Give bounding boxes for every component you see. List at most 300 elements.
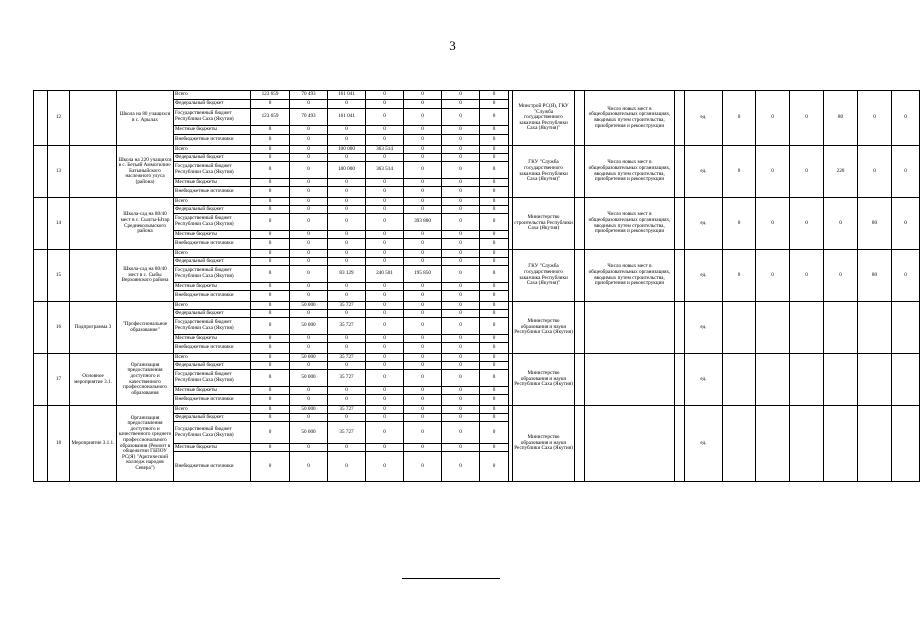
funding-source: Государственный бюджет Республики Саха (Якутия): [174, 266, 251, 283]
funding-amount: 0: [480, 198, 509, 206]
funding-amount: 0: [328, 187, 366, 198]
target-value: 0: [892, 91, 920, 146]
funding-amount: 0: [442, 406, 480, 414]
target-value: [892, 406, 920, 482]
funding-amount: 0: [366, 126, 404, 135]
target-value: [858, 406, 892, 482]
funding-amount: 50 000: [290, 370, 328, 387]
funding-amount: 161 041: [328, 109, 366, 126]
funding-amount: 0: [442, 387, 480, 395]
funding-amount: 0: [404, 310, 442, 318]
funding-amount: 0: [480, 187, 509, 198]
funding-amount: 0: [290, 258, 328, 266]
funding-amount: 50 000: [290, 302, 328, 310]
funding-amount: 0: [251, 395, 290, 406]
funding-source: Всего: [174, 302, 251, 310]
funding-amount: 0: [442, 187, 480, 198]
target-value: [790, 406, 824, 482]
funding-amount: 0: [251, 452, 290, 482]
table-row: [34, 198, 920, 206]
executor: ГКУ "Служба государственного заказчика Республики Саха (Якутия)": [513, 250, 575, 302]
funding-amount: 0: [251, 231, 290, 239]
funding-amount: 0: [328, 444, 366, 452]
funding-source: Местные бюджеты: [174, 179, 251, 187]
funding-amount: 0: [404, 198, 442, 206]
row-number: 18: [48, 406, 70, 482]
funding-source: Государственный бюджет Республики Саха (Якутия): [174, 109, 251, 126]
funding-amount: 0: [480, 283, 509, 291]
funding-amount: 0: [442, 258, 480, 266]
target-value: 0: [790, 198, 824, 250]
funding-amount: 0: [404, 406, 442, 414]
funding-source: Местные бюджеты: [174, 444, 251, 452]
funding-amount: 0: [328, 387, 366, 395]
funding-amount: 0: [442, 310, 480, 318]
funding-amount: 0: [366, 362, 404, 370]
funding-amount: 0: [366, 198, 404, 206]
funding-amount: 0: [251, 266, 290, 283]
funding-amount: 0: [442, 452, 480, 482]
funding-amount: 363 514: [366, 162, 404, 179]
executor: Министерство строительства Республики Саха (Якутия): [513, 198, 575, 250]
program-level: [70, 146, 117, 198]
funding-source: Местные бюджеты: [174, 126, 251, 135]
funding-amount: 0: [251, 302, 290, 310]
funding-amount: 0: [251, 387, 290, 395]
funding-amount: 0: [290, 266, 328, 283]
footnote-separator-line: [402, 578, 500, 579]
funding-amount: 0: [404, 370, 442, 387]
funding-source: Государственный бюджет Республики Саха (Якутия): [174, 370, 251, 387]
funding-amount: 0: [480, 335, 509, 343]
funding-amount: 0: [366, 335, 404, 343]
funding-amount: 0: [442, 335, 480, 343]
funding-amount: 0: [251, 187, 290, 198]
funding-amount: 0: [366, 310, 404, 318]
funding-source: Государственный бюджет Республики Саха (Якутия): [174, 422, 251, 444]
funding-amount: 0: [442, 354, 480, 362]
funding-amount: 0: [328, 250, 366, 258]
funding-amount: 0: [404, 291, 442, 302]
funding-amount: 393 800: [404, 214, 442, 231]
funding-amount: 35 727: [328, 354, 366, 362]
unit: ед.: [685, 354, 723, 406]
row-margin-cell: [34, 302, 48, 354]
funding-amount: 0: [251, 406, 290, 414]
funding-amount: 50 000: [290, 406, 328, 414]
row-number: 12: [48, 91, 70, 146]
funding-amount: 0: [251, 318, 290, 335]
funding-amount: 0: [251, 354, 290, 362]
unit: ед.: [685, 198, 723, 250]
funding-amount: 0: [328, 126, 366, 135]
funding-source: Внебюджетные источники: [174, 239, 251, 250]
funding-amount: 0: [251, 444, 290, 452]
funding-amount: 123 659: [251, 91, 290, 100]
spacer-cell: [575, 406, 585, 482]
unit: ед.: [685, 250, 723, 302]
funding-amount: 0: [480, 310, 509, 318]
row-margin-cell: [34, 91, 48, 146]
funding-amount: 0: [480, 302, 509, 310]
target-value: [824, 406, 858, 482]
funding-source: Федеральный бюджет: [174, 258, 251, 266]
funding-source: Федеральный бюджет: [174, 310, 251, 318]
funding-amount: 0: [480, 406, 509, 414]
funding-amount: 0: [290, 250, 328, 258]
funding-amount: 0: [328, 414, 366, 422]
funding-amount: 0: [290, 239, 328, 250]
funding-amount: 100 000: [328, 162, 366, 179]
funding-amount: 0: [480, 239, 509, 250]
funding-amount: 0: [328, 395, 366, 406]
spacer-cell: [675, 146, 685, 198]
target-value: 0: [824, 250, 858, 302]
spacer-cell: [575, 146, 585, 198]
target-value: 80: [824, 91, 858, 146]
funding-source: Внебюджетные источники: [174, 395, 251, 406]
funding-amount: 0: [366, 206, 404, 214]
spacer-cell: [675, 406, 685, 482]
executor: Министерство образования и науки Республики Саха (Якутия): [513, 406, 575, 482]
funding-amount: 0: [404, 206, 442, 214]
funding-amount: 0: [480, 250, 509, 258]
spacer-cell: [575, 91, 585, 146]
funding-amount: 0: [404, 302, 442, 310]
target-value: 0: [892, 146, 920, 198]
unit: ед.: [685, 146, 723, 198]
funding-amount: 0: [442, 362, 480, 370]
funding-amount: 0: [366, 258, 404, 266]
funding-amount: 0: [404, 414, 442, 422]
funding-amount: 0: [480, 318, 509, 335]
funding-amount: 0: [442, 109, 480, 126]
funding-amount: 0: [251, 250, 290, 258]
indicator: Число новых мест в общеобразовательных организациях, вводимых путем строительства, приобретения и реконструкции: [585, 198, 675, 250]
spacer-cell: [575, 302, 585, 354]
funding-amount: 240 501: [366, 266, 404, 283]
funding-amount: 0: [251, 422, 290, 444]
funding-amount: 0: [251, 126, 290, 135]
funding-amount: 50 000: [290, 354, 328, 362]
row-number: 13: [48, 146, 70, 198]
indicator: Число новых мест в общеобразовательных организациях, вводимых путем строительства, приобретения и реконструкции: [585, 91, 675, 146]
funding-amount: 0: [328, 452, 366, 482]
funding-amount: 0: [480, 206, 509, 214]
funding-amount: 0: [404, 387, 442, 395]
funding-source: Федеральный бюджет: [174, 154, 251, 162]
funding-amount: 0: [404, 318, 442, 335]
funding-amount: 0: [442, 318, 480, 335]
row-margin-cell: [34, 198, 48, 250]
program-table: [33, 90, 920, 482]
funding-source: Внебюджетные источники: [174, 343, 251, 354]
target-value: [723, 406, 756, 482]
program-level: Основное мероприятие 3.1.: [70, 354, 117, 406]
funding-source: Внебюджетные источники: [174, 291, 251, 302]
funding-amount: 0: [480, 291, 509, 302]
funding-amount: 0: [366, 370, 404, 387]
target-value: [858, 354, 892, 406]
row-margin-cell: [34, 406, 48, 482]
funding-amount: 0: [442, 146, 480, 154]
funding-amount: 0: [328, 135, 366, 146]
funding-amount: 0: [290, 310, 328, 318]
spacer-cell: [675, 302, 685, 354]
funding-amount: 0: [404, 109, 442, 126]
funding-amount: 0: [480, 154, 509, 162]
funding-amount: 0: [366, 291, 404, 302]
funding-amount: 0: [328, 335, 366, 343]
unit: ед.: [685, 302, 723, 354]
funding-amount: 0: [366, 387, 404, 395]
funding-amount: 0: [290, 231, 328, 239]
spacer-cell: [675, 198, 685, 250]
target-value: [790, 302, 824, 354]
funding-amount: 0: [366, 154, 404, 162]
funding-amount: 35 727: [328, 318, 366, 335]
unit: ед.: [685, 91, 723, 146]
executor: ГКУ "Служба государственного заказчика Республики Саха (Якутия)": [513, 146, 575, 198]
row-number: 16: [48, 302, 70, 354]
funding-amount: 0: [442, 422, 480, 444]
executor: Министерство образования и науки Республики Саха (Якутия): [513, 354, 575, 406]
funding-amount: 0: [251, 335, 290, 343]
funding-amount: 0: [251, 198, 290, 206]
indicator: [585, 354, 675, 406]
funding-amount: 0: [442, 154, 480, 162]
funding-amount: 0: [404, 231, 442, 239]
funding-amount: 0: [442, 179, 480, 187]
funding-amount: 0: [442, 343, 480, 354]
funding-amount: 0: [480, 452, 509, 482]
target-value: 0: [723, 146, 756, 198]
funding-amount: 0: [251, 362, 290, 370]
funding-amount: 0: [290, 162, 328, 179]
funding-source: Всего: [174, 250, 251, 258]
target-value: 0: [790, 91, 824, 146]
funding-amount: 0: [480, 387, 509, 395]
table-row: [34, 250, 920, 258]
funding-source: Всего: [174, 406, 251, 414]
funding-amount: 0: [251, 214, 290, 231]
funding-amount: 0: [442, 162, 480, 179]
funding-amount: 0: [404, 126, 442, 135]
funding-amount: 0: [480, 370, 509, 387]
funding-amount: 0: [290, 343, 328, 354]
funding-amount: 50 000: [290, 318, 328, 335]
funding-amount: 0: [480, 109, 509, 126]
target-value: [756, 354, 790, 406]
spacer-cell: [675, 354, 685, 406]
funding-amount: 0: [290, 100, 328, 109]
funding-amount: 0: [480, 91, 509, 100]
target-value: [723, 302, 756, 354]
funding-amount: 0: [290, 291, 328, 302]
target-value: [824, 354, 858, 406]
funding-amount: 0: [290, 198, 328, 206]
funding-amount: 0: [404, 444, 442, 452]
measure-name: Школа на 220 учащихся в с. Бетьяй Аммогилин-Батыныйского наслежного улуса (района): [117, 146, 174, 198]
funding-amount: 123 659: [251, 109, 290, 126]
target-value: 0: [858, 91, 892, 146]
funding-amount: 0: [366, 395, 404, 406]
target-value: 80: [858, 198, 892, 250]
table-row: [34, 91, 920, 100]
funding-amount: 0: [251, 258, 290, 266]
funding-amount: 35 727: [328, 422, 366, 444]
target-value: 0: [824, 198, 858, 250]
table-row: [34, 354, 920, 362]
funding-amount: 0: [366, 414, 404, 422]
funding-amount: 0: [404, 100, 442, 109]
funding-amount: 0: [328, 310, 366, 318]
funding-amount: 0: [290, 214, 328, 231]
funding-amount: 0: [251, 146, 290, 154]
funding-source: Внебюджетные источники: [174, 452, 251, 482]
spacer-cell: [575, 198, 585, 250]
target-value: 0: [723, 250, 756, 302]
target-value: 0: [756, 250, 790, 302]
target-value: 0: [892, 250, 920, 302]
funding-amount: 0: [290, 187, 328, 198]
indicator: Число новых мест в общеобразовательных организациях, вводимых путем строительства, приобретения и реконструкции: [585, 146, 675, 198]
funding-amount: 0: [442, 250, 480, 258]
funding-amount: 0: [480, 422, 509, 444]
funding-source: Местные бюджеты: [174, 387, 251, 395]
funding-amount: 0: [404, 187, 442, 198]
funding-amount: 0: [366, 343, 404, 354]
funding-amount: 0: [404, 354, 442, 362]
funding-amount: 0: [366, 100, 404, 109]
funding-amount: 0: [442, 214, 480, 231]
funding-amount: 0: [442, 126, 480, 135]
funding-amount: 0: [404, 162, 442, 179]
funding-source: Местные бюджеты: [174, 283, 251, 291]
target-value: 0: [723, 91, 756, 146]
spacer-cell: [675, 250, 685, 302]
funding-amount: 0: [328, 283, 366, 291]
funding-amount: 0: [328, 239, 366, 250]
target-value: 0: [723, 198, 756, 250]
program-level: [70, 198, 117, 250]
funding-amount: 0: [366, 187, 404, 198]
funding-amount: 0: [480, 414, 509, 422]
funding-source: Всего: [174, 91, 251, 100]
target-value: [756, 406, 790, 482]
funding-amount: 0: [366, 354, 404, 362]
target-value: [723, 354, 756, 406]
funding-amount: 0: [442, 198, 480, 206]
program-level: Подпрограмма 3: [70, 302, 117, 354]
target-value: [790, 354, 824, 406]
funding-amount: 0: [328, 179, 366, 187]
table-row: [34, 302, 920, 310]
funding-amount: 0: [442, 414, 480, 422]
page-number: 3: [449, 38, 456, 53]
indicator: [585, 302, 675, 354]
funding-amount: 0: [480, 146, 509, 154]
funding-amount: 0: [251, 283, 290, 291]
funding-amount: 0: [328, 362, 366, 370]
funding-amount: 0: [366, 135, 404, 146]
program-level: [70, 91, 117, 146]
funding-source: Государственный бюджет Республики Саха (Якутия): [174, 318, 251, 335]
funding-amount: 0: [290, 283, 328, 291]
funding-amount: 0: [290, 395, 328, 406]
funding-amount: 0: [404, 343, 442, 354]
funding-amount: 0: [290, 179, 328, 187]
measure-name: Школа на 80 учащихся в с. Арылах: [117, 91, 174, 146]
row-margin-cell: [34, 146, 48, 198]
funding-amount: 70 493: [290, 109, 328, 126]
funding-amount: 100 000: [328, 146, 366, 154]
target-value: 0: [858, 146, 892, 198]
funding-amount: 0: [251, 414, 290, 422]
funding-amount: 50 000: [290, 422, 328, 444]
funding-source: Местные бюджеты: [174, 335, 251, 343]
funding-amount: 0: [366, 406, 404, 414]
target-value: 0: [756, 91, 790, 146]
funding-amount: 0: [251, 310, 290, 318]
funding-amount: 35 727: [328, 302, 366, 310]
funding-amount: 0: [404, 395, 442, 406]
target-value: [858, 302, 892, 354]
funding-amount: 0: [404, 258, 442, 266]
funding-amount: 0: [480, 362, 509, 370]
funding-amount: 0: [290, 452, 328, 482]
funding-amount: 0: [404, 283, 442, 291]
row-number: 14: [48, 198, 70, 250]
target-value: 0: [790, 250, 824, 302]
funding-source: Федеральный бюджет: [174, 206, 251, 214]
funding-amount: 0: [404, 362, 442, 370]
funding-amount: 0: [251, 206, 290, 214]
spacer-cell: [575, 354, 585, 406]
funding-amount: 0: [480, 231, 509, 239]
funding-amount: 0: [366, 91, 404, 100]
funding-amount: 0: [404, 154, 442, 162]
funding-amount: 0: [290, 387, 328, 395]
funding-amount: 0: [480, 126, 509, 135]
funding-source: Внебюджетные источники: [174, 187, 251, 198]
funding-amount: 0: [328, 291, 366, 302]
funding-amount: 0: [442, 283, 480, 291]
funding-amount: 0: [290, 414, 328, 422]
funding-amount: 0: [328, 154, 366, 162]
funding-source: Местные бюджеты: [174, 231, 251, 239]
program-level: [70, 250, 117, 302]
funding-amount: 0: [404, 422, 442, 444]
row-number: 15: [48, 250, 70, 302]
funding-amount: 70 493: [290, 91, 328, 100]
funding-amount: 0: [480, 162, 509, 179]
measure-name: Организация предоставления доступного и качественного среднего профессионального образования (Ремонт в общежитии ГБПОУ РС(Я) "Арктический колледж народов Севера"): [117, 406, 174, 482]
funding-amount: 0: [404, 146, 442, 154]
funding-amount: 0: [290, 154, 328, 162]
target-value: 80: [858, 250, 892, 302]
funding-amount: 0: [366, 452, 404, 482]
funding-source: Государственный бюджет Республики Саха (Якутия): [174, 214, 251, 231]
funding-amount: 35 727: [328, 406, 366, 414]
funding-amount: 0: [442, 239, 480, 250]
funding-amount: 0: [442, 100, 480, 109]
target-value: 220: [824, 146, 858, 198]
funding-amount: 0: [251, 179, 290, 187]
funding-amount: 0: [442, 206, 480, 214]
funding-amount: 0: [290, 135, 328, 146]
funding-amount: 0: [442, 266, 480, 283]
